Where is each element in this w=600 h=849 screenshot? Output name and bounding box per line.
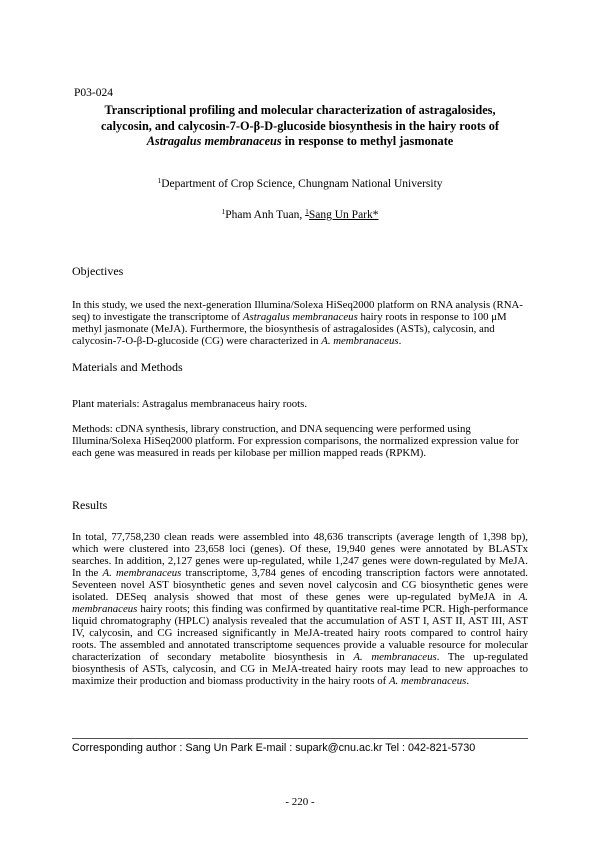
results-species-4: A. membranaceus (388, 675, 467, 687)
results-paragraph (72, 531, 528, 687)
objectives-text-2: hairy roots in response to 100 μM methyl jasmonate (MeJA). Furthermore, the biosynthesis of astragalosides (ASTs), calycosin, and calycosin-7-O-β-D-glucoside (CG) were characterized in (72, 311, 507, 347)
corresponding-author-footer: Corresponding author : Sang Un Park E-mail : supark@cnu.ac.kr Tel : 042-821-5730 (72, 742, 476, 754)
affiliation-sup: 1 (157, 176, 162, 185)
methods-paragraph: Methods: cDNA synthesis, library construction, and DNA sequencing were performed using Illumina/Solexa HiSeq2000 platform. For expression comparisons, the normalized expression value for each gene was measured in reads per kilobase per million mapped reads (RPKM). (72, 423, 519, 459)
objectives-text-1: In this study, we used the next-generation Illumina/Solexa HiSeq2000 platform on RNA analysis (RNA-seq) to investigate the transcriptome of (72, 299, 523, 323)
title-line-3-rest: in response to methyl jasmonate (281, 134, 454, 148)
plant-materials: Plant materials: Astragalus membranaceus hairy roots. (72, 398, 308, 410)
results-species-3: A. membranaceus (353, 651, 437, 663)
results-heading: Results (72, 498, 108, 512)
author-1: Pham Anh Tuan, (225, 209, 306, 221)
paper-title (60, 103, 540, 150)
objectives-species-1: Astragalus membranaceus (242, 311, 358, 323)
title-line-2: calycosin, and calycosin-7-O-β-D-glucoside biosynthesis in the hairy roots of (100, 118, 500, 133)
objectives-heading: Objectives (72, 264, 124, 278)
author1-sup: 1 (221, 207, 226, 216)
results-text-4: . The up-regulated biosynthesis of ASTs, calycosin, and CG in MeJA-treated hairy roots may lead to new approaches to maximize their production and biomass productivity in the hairy roots of (72, 651, 528, 687)
title-species: Astragalus membranaceus (146, 134, 282, 148)
author-list (0, 207, 600, 221)
results-text-5: . (466, 675, 470, 687)
methods-heading: Materials and Methods (72, 360, 183, 374)
results-species-2: A. membranaceus (72, 591, 528, 615)
title-line-1: Transcriptional profiling and molecular characterization of astragalosides, (104, 103, 496, 117)
affiliation (0, 176, 600, 190)
footer-divider (72, 738, 528, 739)
abstract-code: P03-024 (74, 87, 113, 99)
objectives-paragraph (72, 299, 528, 347)
objectives-species-2: A. membranaceus (321, 335, 399, 347)
author-2-corresponding: Sang Un Park* (308, 209, 379, 221)
author2-sup: 1 (305, 207, 309, 216)
title-line-3 (60, 134, 540, 150)
results-text-3: hairy roots; this finding was confirmed by quantitative real-time PCR. High-performance liquid chromatography (HPLC) analysis revealed that the accumulation of AST I, AST II, AST III, AST IV, calycosin, and CG increased significantly in MeJA-treated hairy roots compared to control hairy roots. The assembled and annotated transcriptome sequences provide a valuable resource for molecular characterization of secondary metabolite biosynthesis in (72, 603, 528, 663)
results-text-1: In total, 77,758,230 clean reads were assembled into 48,636 transcripts (average length of 1,398 bp), which were clustered into 23,658 loci (genes). Of these, 19,940 genes were annotated by BLASTx searches. In addition, 2,127 genes were up-regulated, while 1,247 genes were down-regulated by MeJA. In the (72, 531, 528, 579)
page-number: - 220 - (285, 796, 315, 808)
results-species-1: A. membranaceus (102, 567, 182, 579)
results-text-2: transcriptome, 3,784 genes of encoding transcription factors were annotated. Seventeen novel AST biosynthetic genes and seven novel calycosin and CG biosynthetic genes were isolated. DESeq analysis showed that most of these genes were up-regulated byMeJA in (72, 567, 528, 603)
affiliation-text: Department of Crop Science, Chungnam National University (161, 178, 443, 190)
objectives-text-3: . (398, 335, 402, 347)
